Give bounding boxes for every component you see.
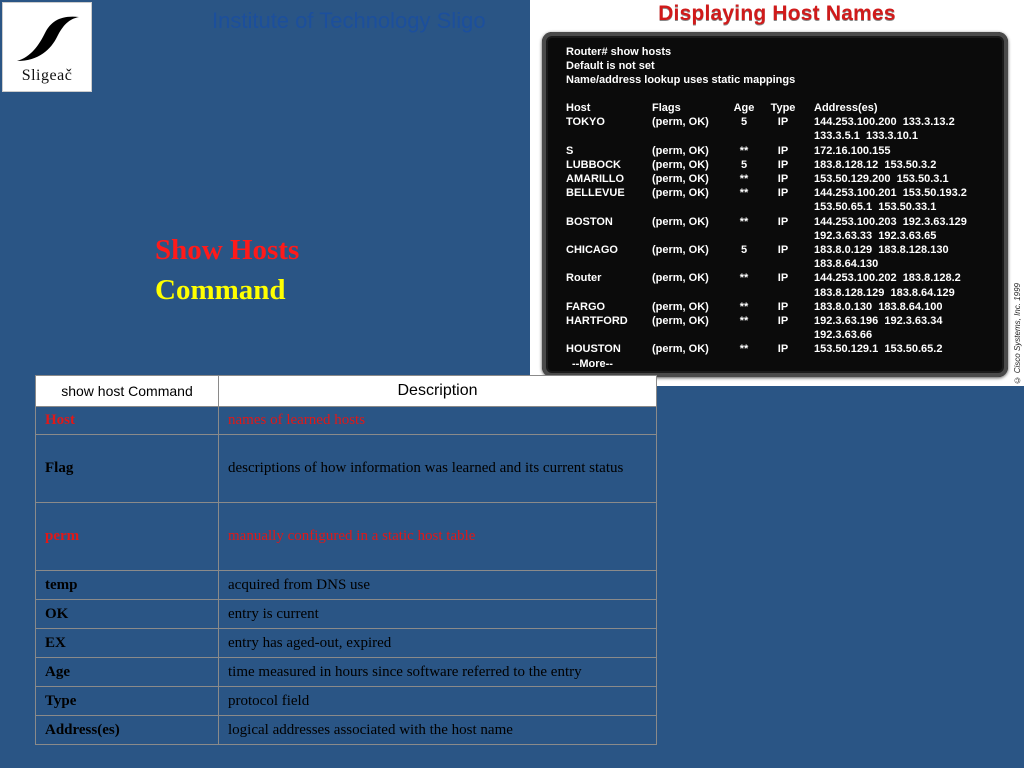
slide-title-line2: Command <box>155 274 286 306</box>
terminal-cell-host: LUBBOCK <box>566 158 621 171</box>
field-name-cell: Address(es) <box>36 716 219 745</box>
terminal-cell-addr: 192.3.63.33 192.3.63.65 <box>814 229 937 242</box>
terminal-cell-addr: 133.3.5.1 133.3.10.1 <box>814 130 918 143</box>
slide-title <box>155 230 299 310</box>
table-row <box>36 658 657 687</box>
terminal-cell-addr: 192.3.63.66 <box>814 329 873 342</box>
terminal-cell-host: AMARILLO <box>566 173 625 185</box>
terminal-cell-addr: 172.16.100.155 <box>814 144 891 157</box>
host-names-screenshot <box>530 0 1024 386</box>
sligo-logo <box>2 2 92 92</box>
field-name-cell: temp <box>36 571 219 600</box>
terminal-cell-type: IP <box>777 187 789 200</box>
field-name-cell: perm <box>36 503 219 571</box>
table-row <box>36 716 657 745</box>
terminal-cell-host: CHICAGO <box>566 244 618 256</box>
terminal-host-row <box>566 201 1006 215</box>
terminal-cell-age: ** <box>739 315 749 327</box>
terminal-cell-age: ** <box>739 300 749 313</box>
terminal-host-row <box>566 173 1006 187</box>
terminal-column-header: Host <box>566 102 591 114</box>
terminal-cell-addr: 183.8.128.129 183.8.64.129 <box>814 286 955 299</box>
terminal-cell-addr: 144.253.100.203 192.3.63.129 <box>814 215 967 228</box>
table-row <box>36 629 657 658</box>
terminal-cell-host: TOKYO <box>566 116 605 129</box>
terminal-cell-addr: 144.253.100.202 183.8.128.2 <box>814 272 961 285</box>
terminal-intro-line: Name/address lookup uses static mappings <box>566 74 796 87</box>
field-name-cell: EX <box>36 629 219 658</box>
copyright-notice: © Cisco Systems, Inc. 1999 <box>1013 282 1022 384</box>
terminal-cell-type: IP <box>777 116 789 129</box>
table-header-row <box>36 376 657 407</box>
terminal-cell-type: IP <box>777 272 789 285</box>
terminal-cell-addr: 183.8.64.130 <box>814 258 879 271</box>
terminal-cell-flags: (perm, OK) <box>652 272 709 285</box>
terminal-cell-addr: 153.50.65.1 153.50.33.1 <box>814 201 937 214</box>
terminal-cell-type: IP <box>777 158 789 171</box>
table-row <box>36 600 657 629</box>
slide-title-line1: Show Hosts <box>155 234 300 266</box>
terminal-cell-addr: 153.50.129.200 153.50.3.1 <box>814 173 949 185</box>
terminal-cell-type: IP <box>777 173 789 185</box>
terminal-column-header: Flags <box>652 102 681 114</box>
terminal-cell-age: 5 <box>740 116 748 129</box>
field-name-cell: OK <box>36 600 219 629</box>
terminal-cell-flags: (perm, OK) <box>652 173 709 185</box>
table-row <box>36 687 657 716</box>
terminal-cell-age: 5 <box>740 158 748 171</box>
field-name-cell: Type <box>36 687 219 716</box>
terminal-host-row <box>566 343 1006 357</box>
field-description-cell: entry has aged-out, expired <box>219 629 657 658</box>
terminal-cell-addr: 192.3.63.196 192.3.63.34 <box>814 315 943 327</box>
terminal-column-header: Age <box>733 102 755 114</box>
field-description-cell: protocol field <box>219 687 657 716</box>
terminal-cell-type: IP <box>777 215 789 228</box>
terminal-host-row <box>566 216 1006 230</box>
terminal-host-row <box>566 315 1006 329</box>
terminal-cell-addr: 183.8.128.12 153.50.3.2 <box>814 158 937 171</box>
terminal-cell-flags: (perm, OK) <box>652 116 709 129</box>
terminal-host-row <box>566 287 1006 301</box>
terminal-host-row <box>566 329 1006 343</box>
terminal-cell-age: ** <box>739 144 749 157</box>
terminal-cell-age: ** <box>739 215 749 228</box>
terminal-host-row <box>566 244 1006 258</box>
terminal-cell-age: ** <box>739 173 749 185</box>
terminal-host-row <box>566 258 1006 272</box>
terminal-cell-flags: (perm, OK) <box>652 315 709 327</box>
field-description-cell: logical addresses associated with the host name <box>219 716 657 745</box>
terminal-intro-line: Router# show hosts <box>566 46 672 58</box>
terminal-cell-age: ** <box>739 272 749 285</box>
field-description-cell: descriptions of how information was learned and its current status <box>219 435 657 503</box>
terminal-host-row <box>566 272 1006 286</box>
field-description-cell: entry is current <box>219 600 657 629</box>
terminal-output <box>542 32 1008 377</box>
terminal-host-row <box>566 116 1006 130</box>
terminal-cell-addr: 183.8.0.130 183.8.64.100 <box>814 300 943 313</box>
terminal-cell-host: HOUSTON <box>566 343 621 356</box>
terminal-intro-line: Default is not set <box>566 60 655 73</box>
terminal-more-prompt: --More-- <box>572 357 613 370</box>
terminal-cell-host: Router <box>566 272 602 285</box>
terminal-host-row <box>566 230 1006 244</box>
terminal-cell-age: ** <box>739 343 749 356</box>
terminal-host-row <box>566 301 1006 315</box>
terminal-cell-type: IP <box>777 343 789 356</box>
terminal-cell-flags: (perm, OK) <box>652 158 709 171</box>
table-row <box>36 503 657 571</box>
terminal-cell-host: BELLEVUE <box>566 187 625 200</box>
terminal-cell-flags: (perm, OK) <box>652 244 709 256</box>
institute-name: Institute of Technology Sligo <box>212 8 486 33</box>
terminal-cell-host: BOSTON <box>566 215 613 228</box>
column-header-description: Description <box>219 376 657 407</box>
terminal-column-header: Type <box>770 102 796 114</box>
terminal-cell-type: IP <box>777 315 789 327</box>
terminal-cell-addr: 144.253.100.201 153.50.193.2 <box>814 187 967 200</box>
terminal-cell-addr: 144.253.100.200 133.3.13.2 <box>814 116 955 129</box>
terminal-column-header-row <box>566 102 1006 116</box>
terminal-cell-type: IP <box>777 144 789 157</box>
terminal-cell-type: IP <box>777 300 789 313</box>
terminal-cell-age: 5 <box>740 244 748 256</box>
terminal-cell-flags: (perm, OK) <box>652 343 709 356</box>
screenshot-title: Displaying Host Names <box>658 2 896 25</box>
terminal-cell-type: IP <box>777 244 789 256</box>
terminal-cell-age: ** <box>739 187 749 200</box>
terminal-intro <box>566 45 795 88</box>
terminal-cell-flags: (perm, OK) <box>652 300 709 313</box>
field-name-cell: Host <box>36 407 219 435</box>
terminal-cell-addr: 153.50.129.1 153.50.65.2 <box>814 343 943 356</box>
terminal-cell-flags: (perm, OK) <box>652 144 709 157</box>
terminal-cell-host: HARTFORD <box>566 315 628 327</box>
terminal-cell-host: FARGO <box>566 300 606 313</box>
field-name-cell: Flag <box>36 435 219 503</box>
terminal-host-row <box>566 130 1006 144</box>
swan-logo-icon <box>9 9 87 65</box>
terminal-host-row <box>566 159 1006 173</box>
terminal-cell-flags: (perm, OK) <box>652 187 709 200</box>
terminal-column-header: Address(es) <box>814 102 878 114</box>
column-header-command: show host Command <box>36 376 219 407</box>
field-description-cell: time measured in hours since software referred to the entry <box>219 658 657 687</box>
table-row <box>36 407 657 435</box>
table-row <box>36 571 657 600</box>
field-description-cell: manually configured in a static host table <box>219 503 657 571</box>
field-description-cell: acquired from DNS use <box>219 571 657 600</box>
show-host-fields-table <box>35 375 657 745</box>
terminal-host-row <box>566 145 1006 159</box>
logo-text: Sligeač <box>21 67 73 84</box>
field-description-cell: names of learned hosts <box>219 407 657 435</box>
terminal-cell-addr: 183.8.0.129 183.8.128.130 <box>814 244 949 256</box>
field-name-cell: Age <box>36 658 219 687</box>
terminal-cell-host: S <box>566 144 574 157</box>
table-row <box>36 435 657 503</box>
terminal-cell-flags: (perm, OK) <box>652 215 709 228</box>
terminal-host-row <box>566 187 1006 201</box>
